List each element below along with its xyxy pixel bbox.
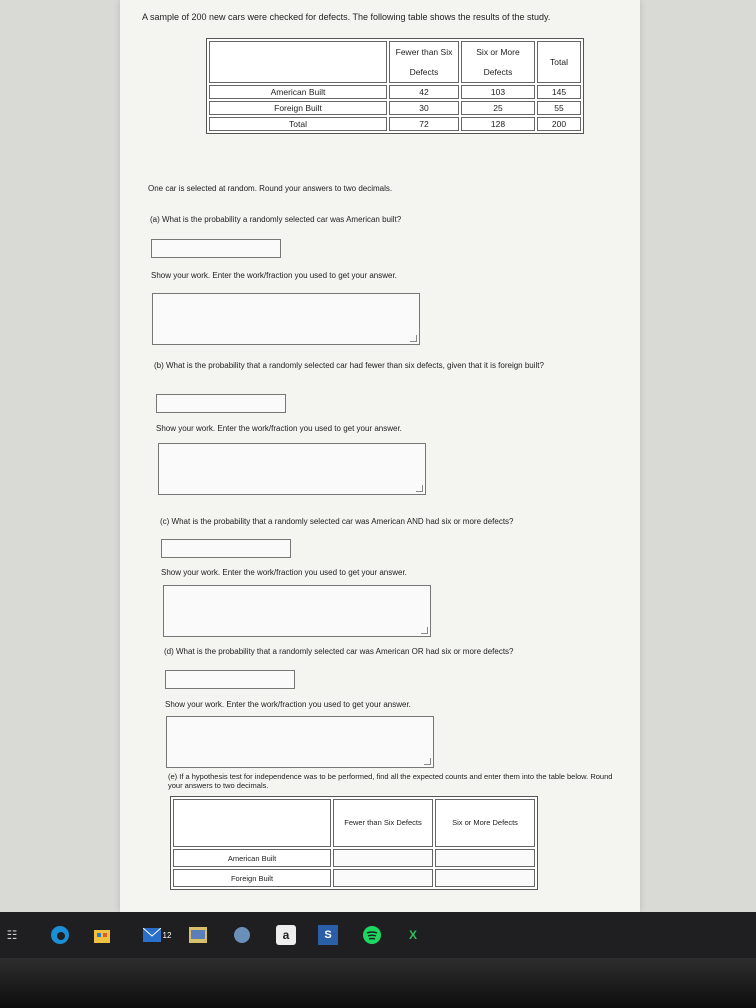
table-row xyxy=(173,869,535,887)
col-header-six-or-more: Six or More Defects xyxy=(461,41,535,83)
resize-handle-icon[interactable] xyxy=(421,627,428,634)
work-c-textarea[interactable] xyxy=(163,585,431,637)
table-row xyxy=(209,101,581,115)
cell-value: 42 xyxy=(389,85,459,99)
answer-d-input[interactable] xyxy=(165,670,295,689)
task-view-icon[interactable]: ☷ xyxy=(6,928,18,942)
mail-icon[interactable] xyxy=(140,925,174,945)
s-app-icon[interactable]: S xyxy=(318,925,338,945)
show-work-d: Show your work. Enter the work/fraction you used to get your answer. xyxy=(165,700,411,709)
show-work-c: Show your work. Enter the work/fraction you used to get your answer. xyxy=(161,568,407,577)
table-row xyxy=(173,849,535,867)
work-d-textarea[interactable] xyxy=(166,716,434,768)
col-header-fewer: Fewer than Six Defects xyxy=(333,799,433,847)
show-work-b: Show your work. Enter the work/fraction you used to get your answer. xyxy=(156,424,402,433)
answer-b-input[interactable] xyxy=(156,394,286,413)
expected-american-six-input[interactable] xyxy=(436,850,534,866)
assignment-page xyxy=(120,0,640,912)
col-header-six-or-more: Six or More Defects xyxy=(435,799,535,847)
store-icon[interactable] xyxy=(92,925,112,945)
show-work-a: Show your work. Enter the work/fraction you used to get your answer. xyxy=(151,271,397,280)
resize-handle-icon[interactable] xyxy=(424,758,431,765)
expected-counts-table xyxy=(170,796,538,890)
mail-badge: 12 xyxy=(162,930,172,940)
expected-foreign-fewer-input[interactable] xyxy=(334,870,432,886)
question-e: (e) If a hypothesis test for independence was to be performed, find all the expected counts and enter them into the table below. Round your answers to two decimals. xyxy=(168,772,613,790)
cell-value: 145 xyxy=(537,85,581,99)
cell-value: 200 xyxy=(537,117,581,131)
hp-icon[interactable] xyxy=(232,925,252,945)
answer-a-input[interactable] xyxy=(151,239,281,258)
cell-value: 103 xyxy=(461,85,535,99)
row-label: Total xyxy=(209,117,387,131)
taskbar xyxy=(0,912,756,958)
row-label: American Built xyxy=(209,85,387,99)
question-b: (b) What is the probability that a randomly selected car had fewer than six defects, given that it is foreign built? xyxy=(154,361,544,370)
table-row xyxy=(209,85,581,99)
excel-icon[interactable]: X xyxy=(408,928,417,942)
defects-table xyxy=(206,38,584,134)
cell-value: 72 xyxy=(389,117,459,131)
table-row xyxy=(209,117,581,131)
cell-value: 25 xyxy=(461,101,535,115)
work-a-textarea[interactable] xyxy=(152,293,420,345)
resize-handle-icon[interactable] xyxy=(416,485,423,492)
instruction-text: One car is selected at random. Round your answers to two decimals. xyxy=(148,184,393,193)
photos-icon[interactable] xyxy=(188,925,208,945)
row-label: Foreign Built xyxy=(209,101,387,115)
col-header-total: Total xyxy=(537,41,581,83)
col-header-fewer: Fewer than Six Defects xyxy=(389,41,459,83)
amazon-icon[interactable]: a xyxy=(276,925,296,945)
question-d: (d) What is the probability that a randomly selected car was American OR had six or more defects? xyxy=(164,647,514,656)
answer-c-input[interactable] xyxy=(161,539,291,558)
monitor-bezel xyxy=(0,958,756,1008)
intro-text: A sample of 200 new cars were checked for defects. The following table shows the results of the study. xyxy=(142,12,551,22)
edge-browser-icon[interactable] xyxy=(50,925,70,945)
work-b-textarea[interactable] xyxy=(158,443,426,495)
row-label: Foreign Built xyxy=(173,869,331,887)
resize-handle-icon[interactable] xyxy=(410,335,417,342)
cell-value: 128 xyxy=(461,117,535,131)
cell-value: 55 xyxy=(537,101,581,115)
expected-american-fewer-input[interactable] xyxy=(334,850,432,866)
question-c: (c) What is the probability that a randomly selected car was American AND had six or more defects? xyxy=(160,517,514,526)
cell-value: 30 xyxy=(389,101,459,115)
question-a: (a) What is the probability a randomly selected car was American built? xyxy=(150,215,402,224)
row-label: American Built xyxy=(173,849,331,867)
spotify-icon[interactable] xyxy=(362,925,382,945)
expected-foreign-six-input[interactable] xyxy=(436,870,534,886)
